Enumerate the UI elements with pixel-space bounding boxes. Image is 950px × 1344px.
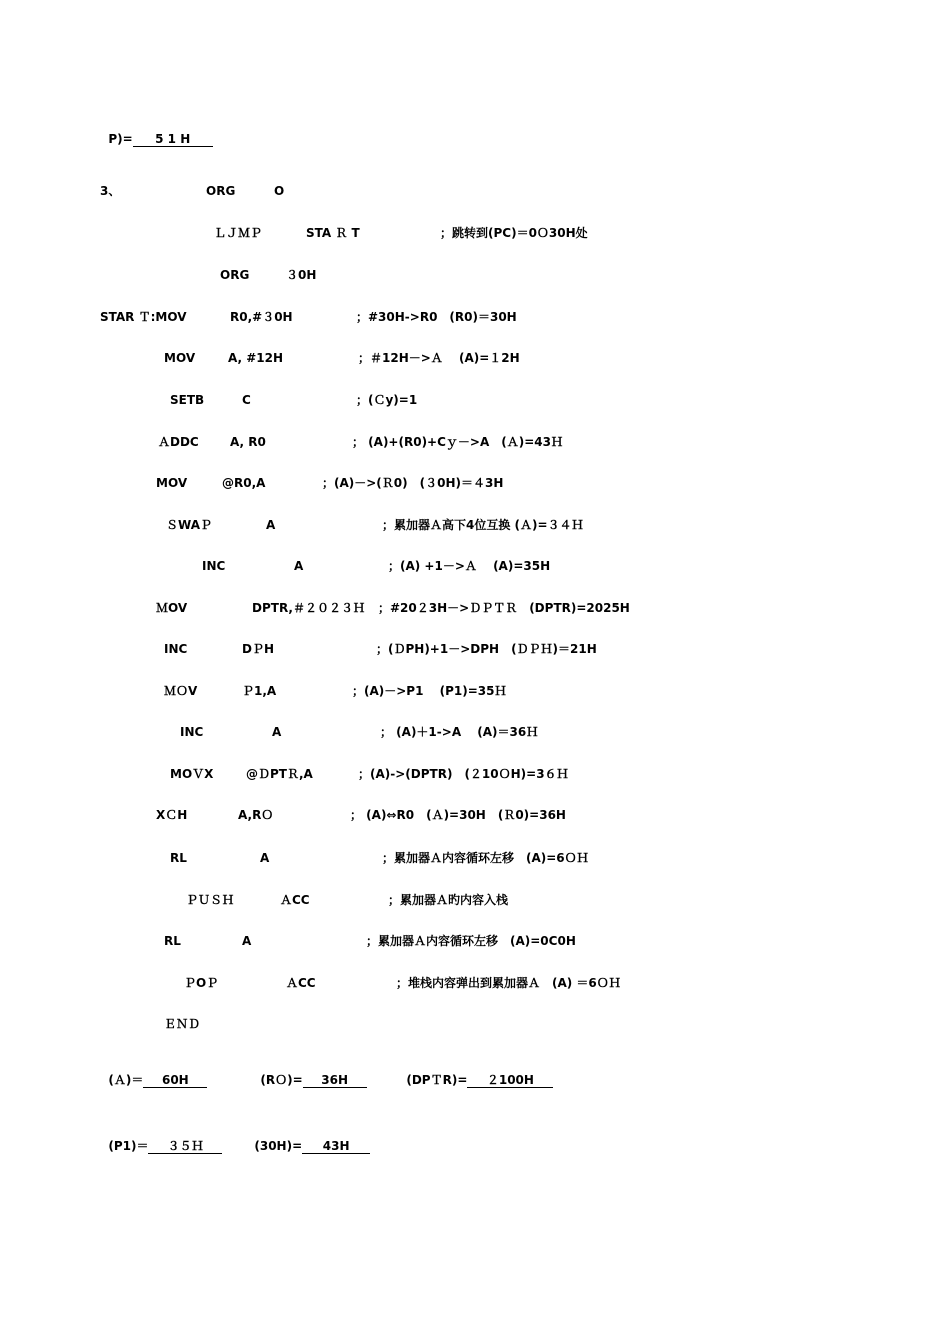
code-arg: DＰH [242,642,275,656]
problem-number: 3、 [100,184,121,198]
code-arg: A,RＯ [238,808,274,822]
result-a [100,1059,207,1088]
code-comment: ；(A)－>P1 (P1)=35Ｈ [352,684,507,698]
code-comment: ；＃12H－>Ａ (A)=１2H [358,351,520,365]
code-comment: ；(Ｃy)=1 [356,393,418,407]
result-label: (Ａ)＝ [108,1073,144,1087]
code-arg: ＡCC [286,976,316,990]
result-value: 36H [303,1073,367,1088]
code-comment: ； (A)⇔R0 (Ａ)=30H (Ｒ0)=36H [350,808,566,822]
code-op: SETB [170,393,205,407]
code-arg: A, R0 [230,435,266,449]
code-comment: ；累加器Ａ内容循环左移 (A)=6ＯＨ [382,851,589,865]
code-comment: ；#20２3H－>ＤＰＴＲ (DPTR)=2025H [378,601,630,615]
label-text: STAR Ｔ: [100,310,156,324]
code-op: ＳWAＰ [166,518,212,532]
code-op: ＥＮＤ [164,1017,201,1031]
code-op: RL [170,851,187,865]
result-label: (P1)＝ [108,1139,149,1153]
result-value: 43H [302,1139,370,1154]
code-op: INC [164,642,188,656]
code-comment: ；(ＤPH)+1－>DPH (ＤＰＨ)＝21H [376,642,597,656]
code-comment: ；(A) +1－>Ａ (A)=35H [388,559,551,573]
result-value: ２100H [467,1073,553,1088]
code-op: ＭＯV [164,684,198,698]
code-arg: R0,#３0H [230,310,293,324]
result-value: ３５Ｈ [148,1139,222,1154]
code-comment: ；(A)->(DPTR) (２10ＯH)=3６Ｈ [358,767,569,781]
code-comment: ；累加器Ａ旳内容入栈 [388,893,509,907]
code-comment: ；#30H->R0 (R0)＝30H [356,310,517,324]
code-op: MOV [156,476,188,490]
code-comment: ；堆栈内容弹出到累加器Ａ (A) ＝6ＯＨ [396,976,621,990]
code-op: MOＶX [170,767,214,781]
code-op: ORG [220,268,250,282]
result-r0 [252,1059,367,1088]
code-arg: @ＤPTＲ,A [246,767,313,781]
code-op: ＭOV [156,601,188,615]
code-arg: Ｐ1,A [242,684,277,698]
code-arg: @R0,A [222,476,266,490]
code-arg: C [242,393,251,407]
code-comment: ； (A)＋1->A (A)＝36Ｈ [380,725,539,739]
code-op: ORG [206,184,236,198]
top-result-line [100,118,213,147]
code-op: MOV [155,310,187,324]
code-comment: ；累加器Ａ高下4位互换 (Ａ)=３４Ｈ [382,518,584,532]
result-value: 60H [143,1073,207,1088]
code-comment: ；(A)－>(Ｒ0) (３0H)＝４3H [322,476,504,490]
code-op: ＰOＰ [184,976,219,990]
result-label: (RＯ)= [260,1073,303,1087]
code-op: INC [202,559,226,573]
result-dptr [398,1059,553,1088]
code-op: XＣH [156,808,188,822]
code-arg: A [294,559,304,573]
code-op: INC [180,725,204,739]
result-label: (30H)= [254,1139,303,1153]
code-op: ＡDDC [158,435,199,449]
result-label: P)= [108,132,133,146]
code-arg: DPTR,＃２０２３Ｈ [252,601,365,615]
code-arg: O [274,184,285,198]
code-arg: A, #12H [228,351,284,365]
code-arg: A [266,518,276,532]
code-arg: STA Ｒ T [306,226,360,240]
code-comment: ； (A)+(R0)+Cｙ－>A (Ａ)=43Ｈ [352,435,563,449]
code-op: ＰＵＳＨ [186,893,235,907]
code-arg: A [242,934,252,948]
code-arg: A [260,851,270,865]
result-value: 5 1 H [133,132,213,147]
result-30h [246,1125,370,1154]
code-comment: ；跳转到(PC)＝0Ｏ30H处 [440,226,588,240]
code-op: MOV [164,351,196,365]
code-op: RL [164,934,181,948]
code-arg: ＡCC [280,893,310,907]
result-p1 [100,1125,222,1154]
code-label [100,310,187,324]
code-comment: ；累加器Ａ内容循环左移 (A)=0C0H [366,934,576,948]
result-label: (DPＴR)= [406,1073,468,1087]
code-op: ＬＪＭＰ [214,226,263,240]
code-arg: ３0H [286,268,317,282]
code-arg: A [272,725,282,739]
